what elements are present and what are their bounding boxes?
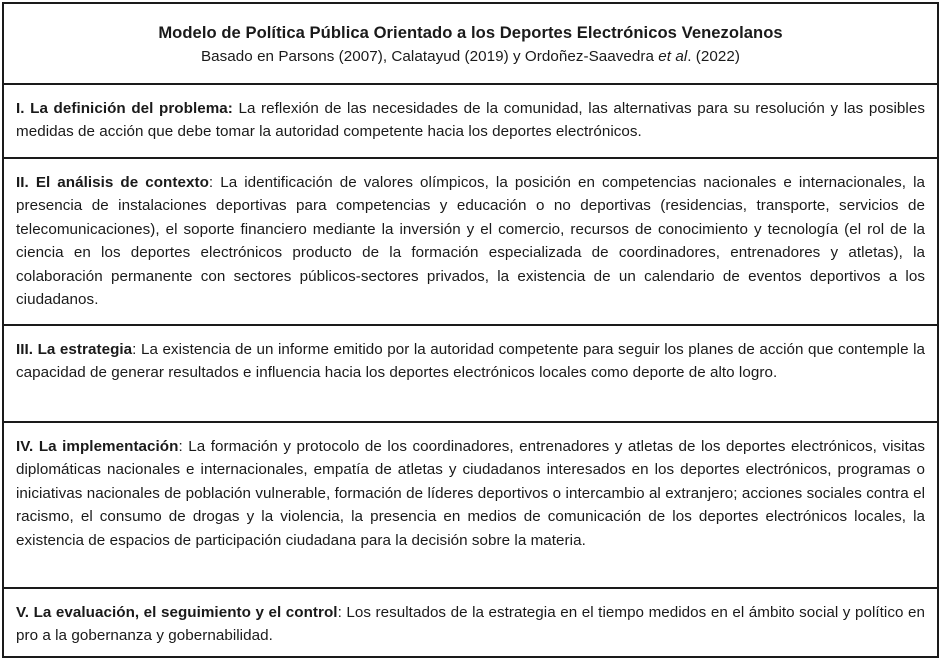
section-text: : Los resultados de la estrategia en el tiempo medidos en el ámbito social y político en pro a la gobernanza y gobernabilidad.: [16, 604, 925, 645]
section-text: La reflexión de las necesidades de la comunidad, las alternativas para su resolución y las posibles medidas de acción que debe tomar la autoridad competente hacia los deportes electrónicos.: [16, 100, 925, 141]
subtitle-italic: et al: [658, 48, 688, 65]
table-title: Modelo de Política Pública Orientado a los Deportes Electrónicos Venezolanos: [158, 23, 783, 42]
section-text: : La formación y protocolo de los coordinadores, entrenadores y atletas de los deportes electrónicos, visitas diplomáticas nacionales e internacionales, empatía de atletas y ciudadanos interesados en los deportes electrónicos, programas o iniciativas nacionales de población vulnerable, formación de líderes deportivos o intercambio al extranjero; acciones sociales contra el racismo, el consumo de drogas y la violencia, la presencia en medios de comunicación de los deportes electrónicos locales, la existencia de espacios de participación ciudadana para la decisión sobre la materia.: [16, 438, 925, 549]
subtitle-text: Basado en Parsons (2007), Calatayud (2019) y Ordoñez-Saavedra: [200, 48, 659, 65]
policy-model-table: [2, 2, 939, 658]
table-subtitle: [16, 45, 925, 68]
section-heading: III. La estrategia: [16, 341, 133, 358]
section-problem-definition: [4, 85, 937, 159]
section-context-analysis: [4, 159, 937, 326]
section-text: : La existencia de un informe emitido por la autoridad competente para seguir los planes de acción que contemple la capacidad de generar resultados e influencia hacia los deportes electrónicos locales como deporte de alto logro.: [16, 341, 925, 382]
section-strategy: [4, 326, 937, 423]
section-heading: V. La evaluación, el seguimiento y el control: [16, 604, 338, 621]
section-heading: II. El análisis de contexto: [16, 174, 209, 191]
table-header: [4, 4, 937, 85]
section-implementation: [4, 423, 937, 589]
section-evaluation: [4, 589, 937, 656]
section-text: : La identificación de valores olímpicos, la posición en competencias nacionales e internacionales, la presencia de instalaciones deportivas para competencias y educación o no deportivas (residencias, transporte, servicios de telecomunicaciones), el soporte financiero mediante la inversión y el comercio, recursos de conocimiento y tecnología (el rol de la ciencia en los deportes electrónicos producto de la formación especializada de coordinadores, entrenadores y atletas), la colaboración permanente con sectores públicos-sectores privados, la existencia de un calendario de eventos deportivos a los ciudadanos.: [16, 174, 925, 309]
subtitle-year: . (2022): [687, 48, 741, 65]
section-heading: I. La definición del problema:: [16, 100, 233, 117]
section-heading: IV. La implementación: [16, 438, 179, 455]
